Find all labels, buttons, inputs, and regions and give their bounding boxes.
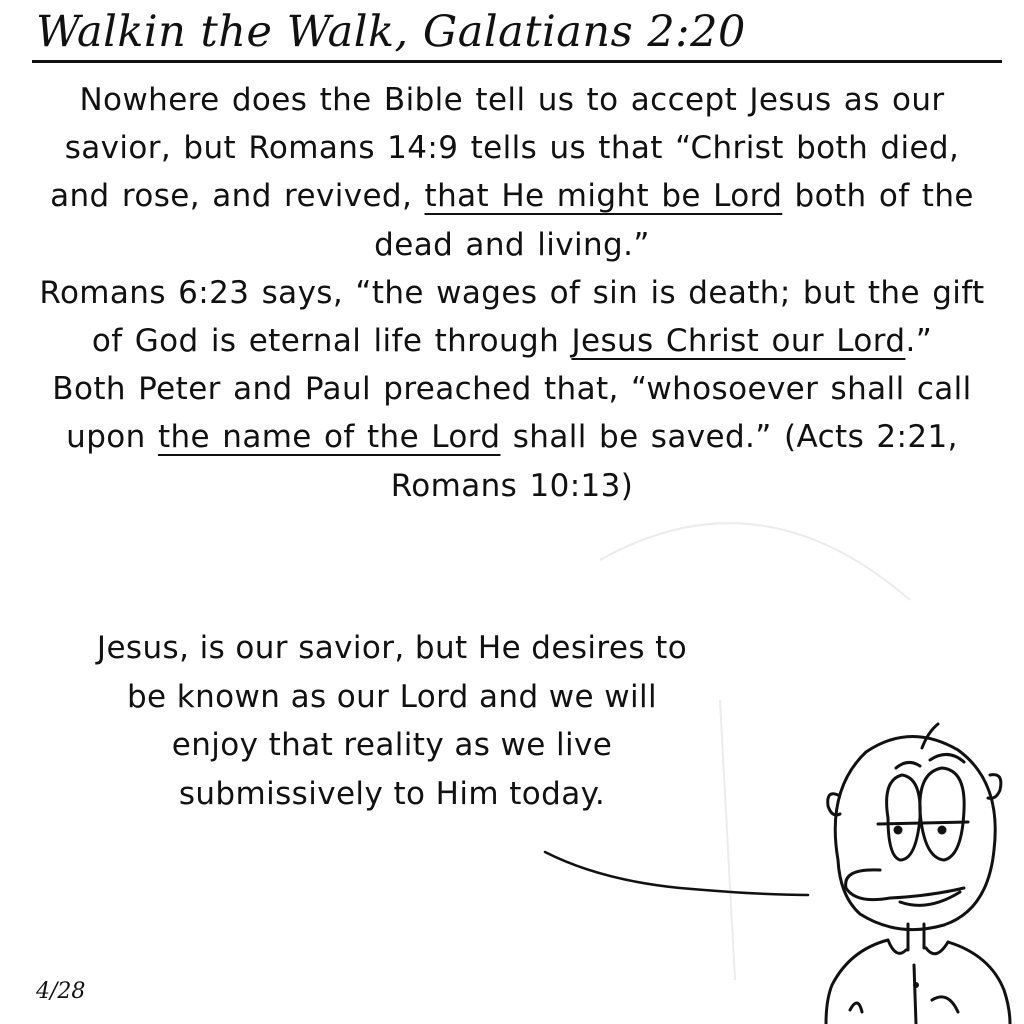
right-eye-frame xyxy=(920,768,964,860)
left-eyebrow xyxy=(896,762,920,768)
collar xyxy=(888,940,948,954)
character xyxy=(826,724,1010,1024)
right-eyebrow xyxy=(930,754,964,762)
shirt-placket xyxy=(914,965,916,1024)
passage-text: Nowhere does the Bible tell us to accept Jesus as our savior, but Romans 14:9 tells us that “Christ both died, and rose, and revived, xyxy=(50,82,960,215)
comic-title: Walkin the Walk, Galatians 2:20 xyxy=(36,7,746,57)
underlined-phrase: that He might be Lord xyxy=(424,178,783,215)
passage-text: Both Peter and Paul preached that, “whosoever shall call upon xyxy=(52,371,972,456)
head-outline xyxy=(835,736,995,929)
shirt-button xyxy=(913,982,919,988)
underlined-phrase: the name of the Lord xyxy=(157,419,501,456)
passage-text: .” xyxy=(905,323,933,360)
brow-line xyxy=(878,822,968,824)
page-number: 4/28 xyxy=(36,979,86,1004)
shirt-left xyxy=(826,940,888,1024)
underlined-phrase: Jesus Christ our Lord xyxy=(571,323,906,360)
left-pupil xyxy=(894,826,903,835)
passage-text: shall be saved.” (Acts 2:21, Romans 10:13) xyxy=(390,419,958,504)
right-pupil xyxy=(938,826,947,835)
left-eye-frame xyxy=(887,775,921,860)
speech-pointer-line xyxy=(545,852,808,895)
speech-paragraph: Jesus, is our savior, but He desires to be known as our Lord and we will enjoy that reality as we live submissively to Him today. xyxy=(96,630,688,812)
arm-right xyxy=(932,997,958,1012)
nose xyxy=(846,870,964,900)
background-sketch xyxy=(600,523,910,980)
arm-left xyxy=(850,1003,862,1012)
passage-text: Romans 6:23 says, “the wages of sin is death; but the gift of God is eternal life through xyxy=(39,274,985,360)
passage-text: both of the dead and living.” xyxy=(374,178,974,263)
